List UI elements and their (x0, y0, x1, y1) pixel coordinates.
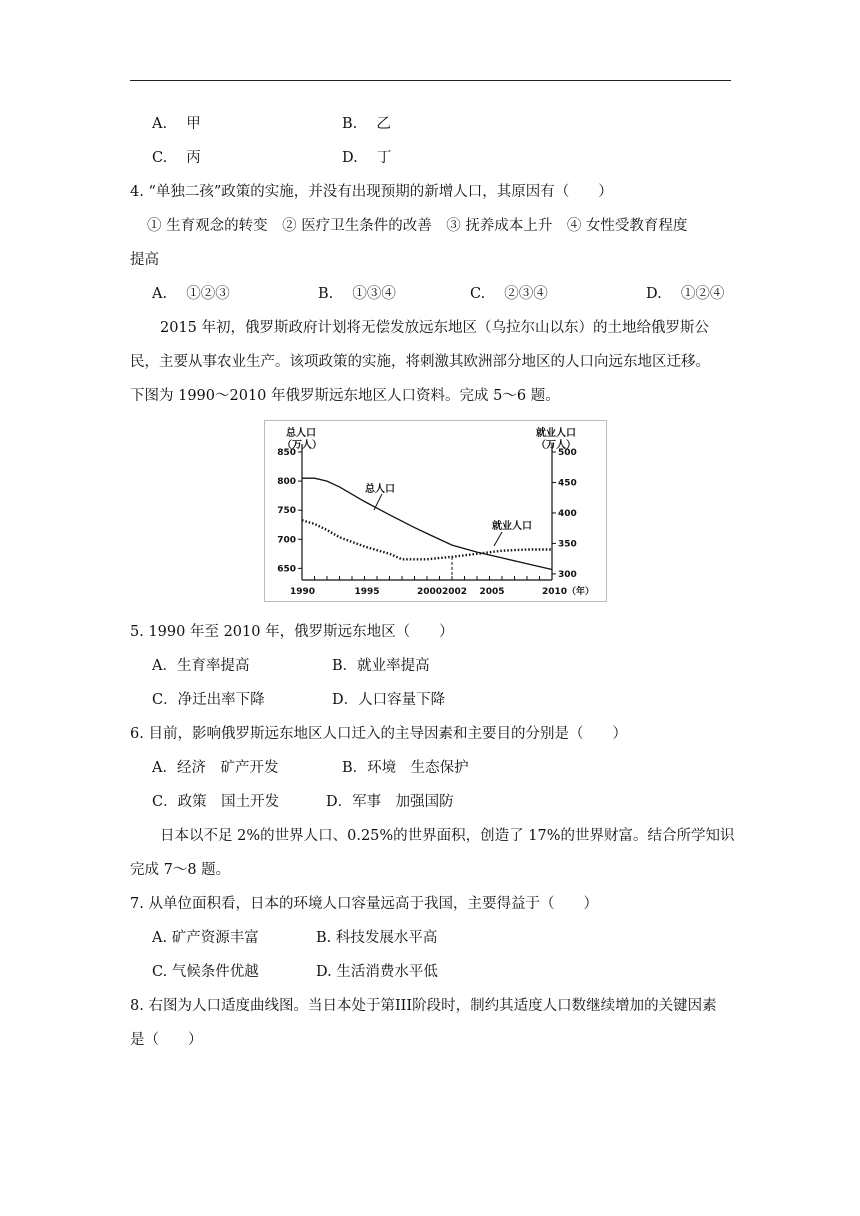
q4-items: ① 生育观念的转变 ② 医疗卫生条件的改善 ③ 抚养成本上升 ④ 女性受教育程度 (147, 218, 688, 234)
right-tick-label-450: 450 (558, 478, 577, 489)
left-tick-label-700: 700 (277, 535, 296, 546)
q4-stem: 4. “单独二孩”政策的实施，并没有出现预期的新增人口，其原因有（ ） (130, 184, 613, 200)
series-label-total: 总人口 (365, 484, 395, 495)
left-axis-label-2: （万人） (282, 440, 322, 451)
x-tick-label-2005: 2005 (479, 587, 505, 597)
right-axis-label-1: 就业人口 (536, 428, 576, 439)
passage1-line2: 民，主要从事农业生产。该项政策的实施，将刺激其欧洲部分地区的人口向远东地区迁移。 (130, 354, 710, 370)
series-label-total-leader (374, 494, 382, 510)
passage1-line3: 下图为 1990～2010 年俄罗斯远东地区人口资料。完成 5～6 题。 (130, 388, 560, 404)
q4-option-b: B. ①③④ (318, 286, 396, 302)
header-rule (130, 80, 731, 81)
x-tick-label-2000: 2000 (417, 587, 443, 597)
q6-stem: 6. 目前，影响俄罗斯远东地区人口迁入的主导因素和主要目的分别是（ ） (130, 726, 627, 742)
q7-option-a: A. 矿产资源丰富 (152, 930, 259, 946)
population-chart (264, 420, 607, 602)
q4-option-c: C. ②③④ (470, 286, 548, 302)
right-tick-label-350: 350 (558, 539, 577, 550)
q6-option-b: B．环境 生态保护 (342, 760, 469, 776)
q3-option-c: C. 丙 (152, 150, 201, 166)
x-tick-label-1995: 1995 (354, 587, 380, 597)
series-label-employed-leader (494, 532, 502, 546)
q8-stem-line1: 8. 右图为人口适度曲线图。当日本处于第III阶段时，制约其适度人口数继续增加的关键因素 (130, 998, 717, 1014)
q5-option-a: A．生育率提高 (152, 658, 250, 674)
q3-option-d: D. 丁 (342, 150, 392, 166)
q8-stem-line2: 是（ ） (130, 1032, 203, 1048)
right-tick-label-400: 400 (558, 508, 577, 519)
q6-option-a: A．经济 矿产开发 (152, 760, 279, 776)
right-axis-label-2: （万人） (536, 440, 576, 451)
right-tick-label-500: 500 (558, 448, 577, 458)
passage2-line1: 日本以不足 2%的世界人口、0.25%的世界面积，创造了 17%的世界财富。结合所学知识 (160, 828, 735, 844)
q5-option-b: B．就业率提高 (332, 658, 430, 674)
left-tick-label-800: 800 (277, 477, 296, 488)
q7-option-d: D. 生活消费水平低 (316, 964, 438, 980)
series-label-employed: 就业人口 (492, 521, 532, 532)
q6-option-c: C．政策 国土开发 (152, 794, 280, 810)
q6-option-d: D．军事 加强国防 (326, 794, 454, 810)
q5-option-c: C．净迁出率下降 (152, 692, 265, 708)
x-tick-label-2002: 2002 (442, 587, 468, 597)
passage1-line1: 2015 年初，俄罗斯政府计划将无偿发放远东地区（乌拉尔山以东）的土地给俄罗斯公 (160, 320, 710, 336)
x-tick-label-2010（年）: 2010（年） (542, 587, 595, 597)
left-tick-label-750: 750 (277, 506, 296, 517)
q7-option-c: C. 气候条件优越 (152, 964, 259, 980)
q4-option-a: A. ①②③ (152, 286, 230, 302)
q5-stem: 5. 1990 年至 2010 年，俄罗斯远东地区（ ） (130, 624, 454, 640)
passage2-line2: 完成 7～8 题。 (130, 862, 231, 878)
q3-option-b: B. 乙 (342, 116, 391, 132)
q7-stem: 7. 从单位面积看，日本的环境人口容量远高于我国，主要得益于（ ） (130, 896, 598, 912)
q5-option-d: D．人口容量下降 (332, 692, 446, 708)
x-tick-label-1990: 1990 (290, 587, 316, 597)
left-tick-label-850: 850 (277, 448, 296, 458)
right-tick-label-300: 300 (558, 569, 577, 580)
population-chart-svg (264, 420, 607, 602)
q7-option-b: B. 科技发展水平高 (316, 930, 438, 946)
left-axis-label-1: 总人口 (286, 428, 316, 439)
q4-items-cont: 提高 (130, 252, 159, 268)
q4-option-d: D. ①②④ (646, 286, 725, 302)
left-tick-label-650: 650 (277, 564, 296, 575)
q3-option-a: A. 甲 (152, 116, 201, 132)
